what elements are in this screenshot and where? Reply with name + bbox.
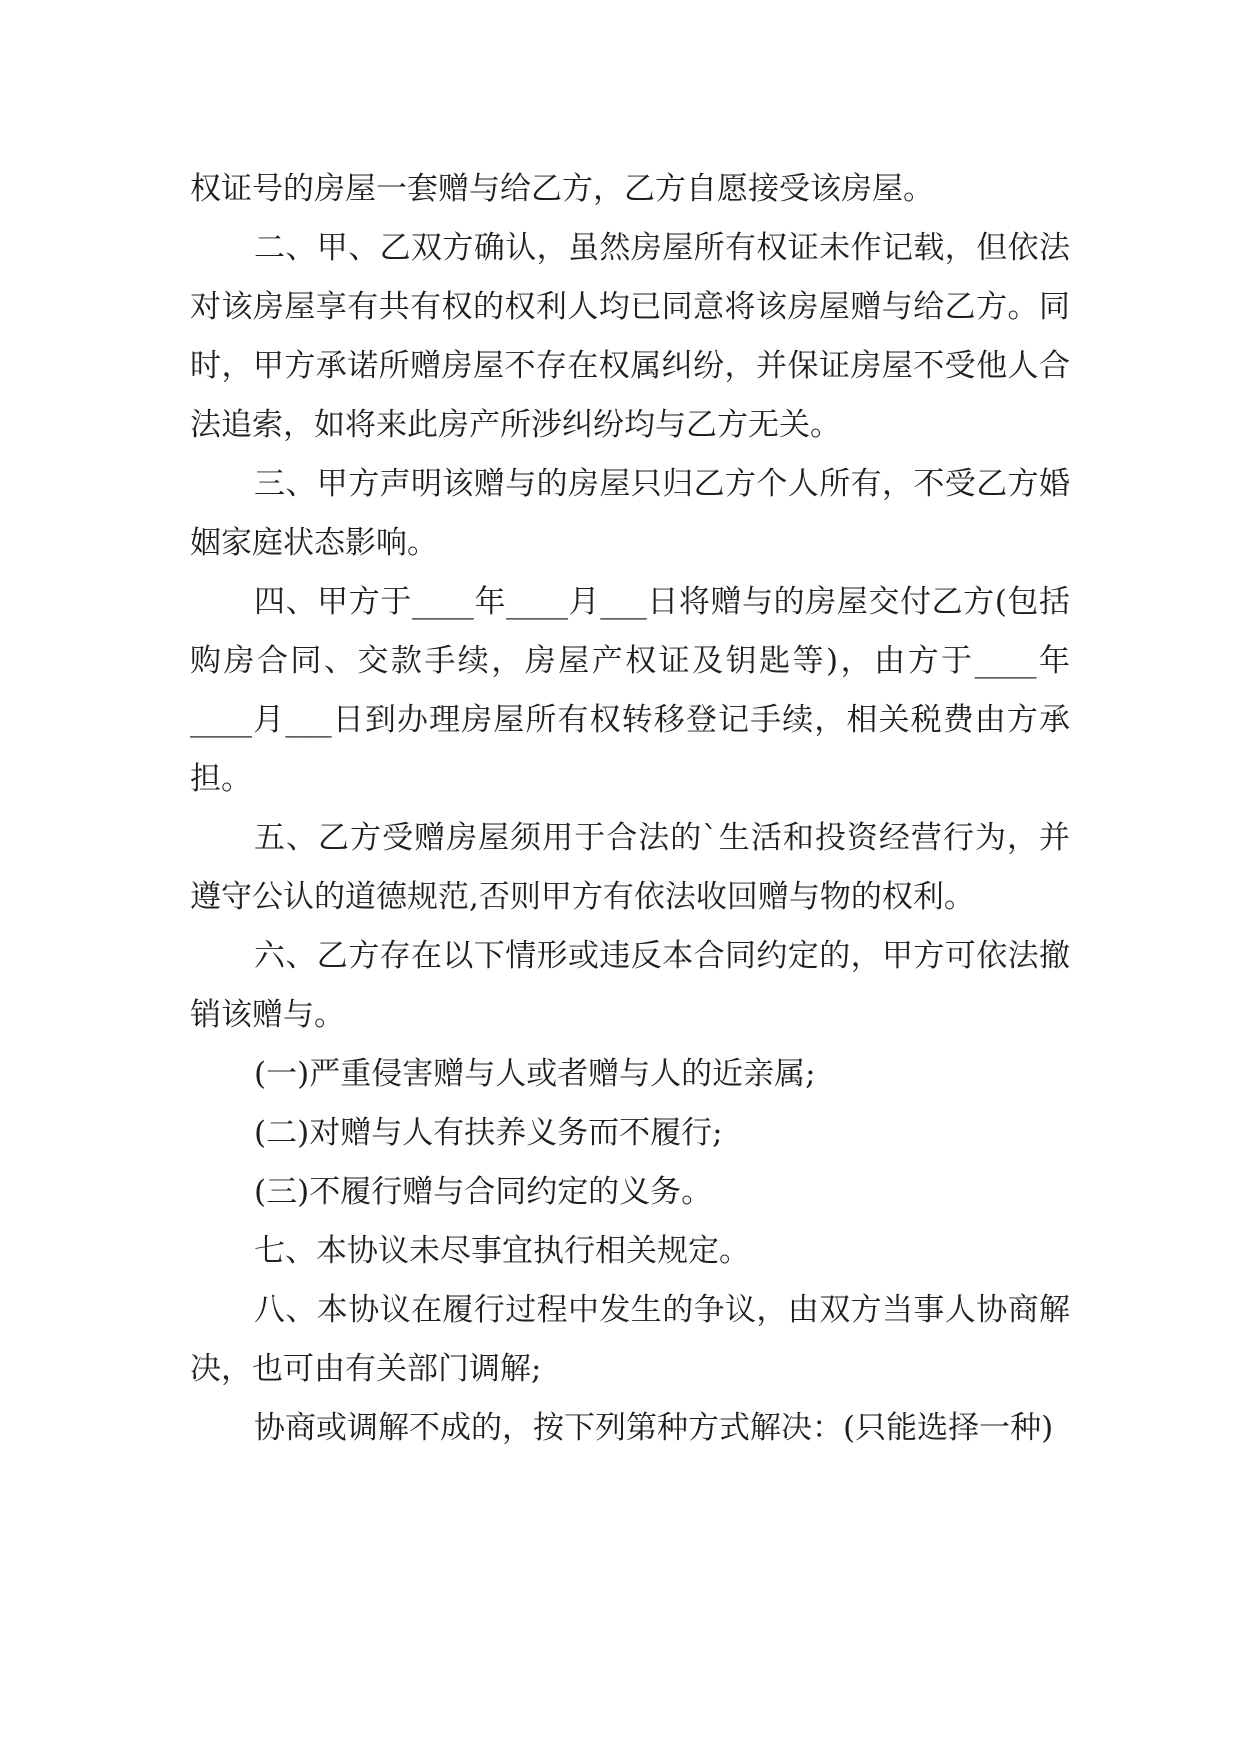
paragraph-clause-3: 三、甲方声明该赠与的房屋只归乙方个人所有，不受乙方婚姻家庭状态影响。 bbox=[190, 466, 1070, 561]
paragraph-clause-8: 八、本协议在履行过程中发生的争议，由双方当事人协商解决，也可由有关部门调解; bbox=[190, 1292, 1070, 1387]
paragraph-item-1: (一)严重侵害赠与人或者赠与人的近亲属; bbox=[254, 1056, 816, 1092]
paragraph-clause-7: 七、本协议未尽事宜执行相关规定。 bbox=[254, 1233, 750, 1269]
document-page bbox=[190, 160, 1070, 1458]
paragraph-item-2: (二)对赠与人有扶养义务而不履行; bbox=[254, 1115, 723, 1151]
paragraph-clause-5: 五、乙方受赠房屋须用于合法的`生活和投资经营行为，并遵守公认的道德规范,否则甲方有依法收回赠与物的权利。 bbox=[190, 820, 1070, 915]
paragraph-clause-6: 六、乙方存在以下情形或违反本合同约定的，甲方可依法撤销该赠与。 bbox=[190, 938, 1070, 1033]
paragraph-clause-2: 二、甲、乙双方确认，虽然房屋所有权证未作记载，但依法对该房屋享有共有权的权利人均已同意将该房屋赠与给乙方。同时，甲方承诺所赠房屋不存在权属纠纷，并保证房屋不受他人合法追索，如将来此房产所涉纠纷均与乙方无关。 bbox=[190, 230, 1070, 443]
paragraph-continuation: 权证号的房屋一套赠与给乙方，乙方自愿接受该房屋。 bbox=[190, 171, 934, 207]
paragraph-clause-4: 四、甲方于____年____月___日将赠与的房屋交付乙方(包括购房合同、交款手续，房屋产权证及钥匙等)，由方于____年____月___日到办理房屋所有权转移登记手续，相关税费由方承担。 bbox=[190, 584, 1070, 797]
paragraph-dispute-resolution: 协商或调解不成的，按下列第种方式解决：(只能选择一种) bbox=[254, 1410, 1054, 1446]
paragraph-item-3: (三)不履行赠与合同约定的义务。 bbox=[254, 1174, 713, 1210]
